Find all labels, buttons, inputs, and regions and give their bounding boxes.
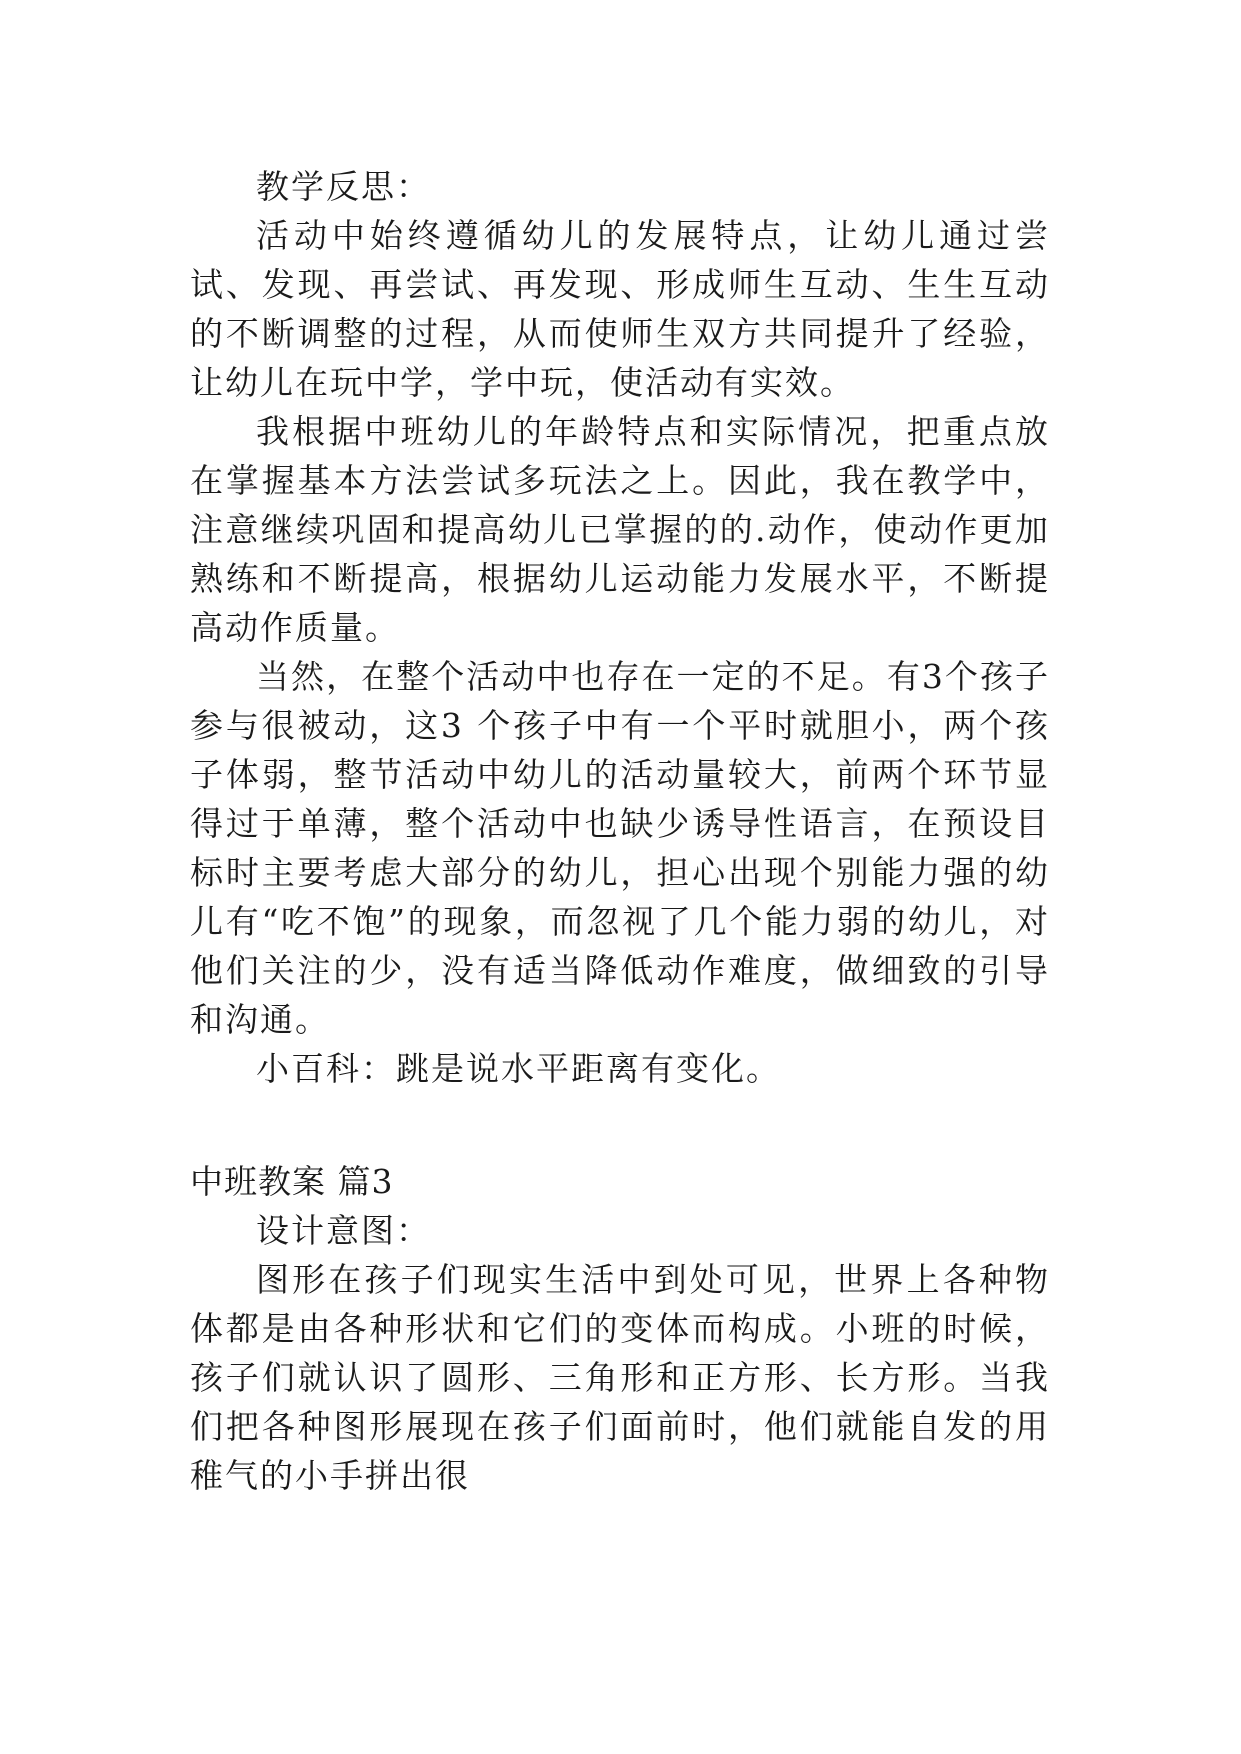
document-body bbox=[190, 162, 1050, 1500]
reflection-heading: 教学反思： bbox=[256, 167, 431, 206]
design-intent-paragraph: 图形在孩子们现实生活中到处可见，世界上各种物体都是由各种形状和它们的变体而构成。小班的时候，孩子们就认识了圆形、三角形和正方形、长方形。当我们把各种图形展现在孩子们面前时，他们就能自发的用稚气的小手拼出很 bbox=[190, 1260, 1050, 1495]
section-title: 中班教案 篇3 bbox=[190, 1162, 394, 1201]
design-intent-heading: 设计意图： bbox=[256, 1211, 431, 1250]
encyclopedia-note: 小百科：跳是说水平距离有变化。 bbox=[256, 1049, 781, 1088]
reflection-paragraph-3: 当然，在整个活动中也存在一定的不足。有3个孩子参与很被动，这3 个孩子中有一个平时就胆小，两个孩子体弱，整节活动中幼儿的活动量较大，前两个环节显得过于单薄，整个活动中也缺少诱导性语言，在预设目标时主要考虑大部分的幼儿，担心出现个别能力强的幼儿有“吃不饱”的现象，而忽视了几个能力弱的幼儿，对他们关注的少，没有适当降低动作难度，做细致的引导和沟通。 bbox=[190, 657, 1050, 1039]
reflection-paragraph-1: 活动中始终遵循幼儿的发展特点，让幼儿通过尝试、发现、再尝试、再发现、形成师生互动、生生互动的不断调整的过程，从而使师生双方共同提升了经验，让幼儿在玩中学，学中玩，使活动有实效。 bbox=[190, 216, 1050, 402]
reflection-paragraph-2: 我根据中班幼儿的年龄特点和实际情况，把重点放在掌握基本方法尝试多玩法之上。因此，我在教学中，注意继续巩固和提高幼儿已掌握的的.动作，使动作更加熟练和不断提高，根据幼儿运动能力发展水平，不断提高动作质量。 bbox=[190, 412, 1050, 647]
section-spacer bbox=[190, 1093, 1050, 1157]
